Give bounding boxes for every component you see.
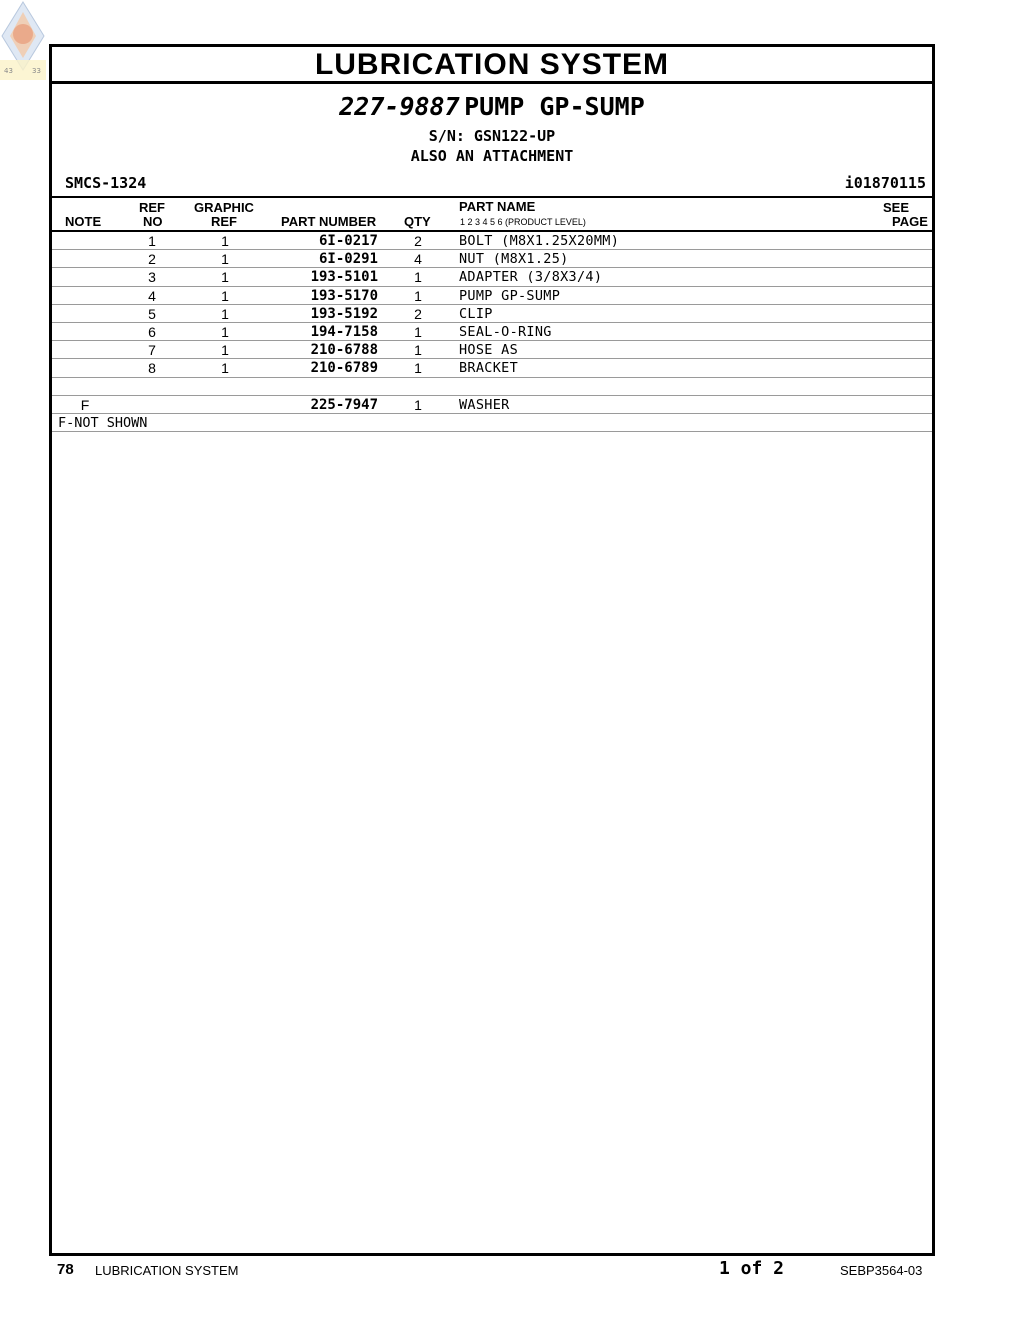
part-name-cell: CLIP bbox=[459, 305, 493, 322]
col-ref-top: REF bbox=[139, 200, 165, 215]
table-row bbox=[52, 378, 932, 396]
graphic-ref-cell: 1 bbox=[221, 287, 229, 304]
part-name-cell: ADAPTER (3/8X3/4) bbox=[459, 269, 603, 286]
part-name-cell: HOSE AS bbox=[459, 342, 518, 359]
col-see-bottom: PAGE bbox=[892, 214, 928, 229]
part-name-cell: PUMP GP-SUMP bbox=[459, 287, 561, 304]
ref-cell: 7 bbox=[148, 342, 156, 359]
ref-cell: 1 bbox=[148, 233, 156, 249]
part-number-cell: 6I-0217 bbox=[318, 233, 378, 249]
part-number-cell: 225-7947 bbox=[310, 396, 378, 413]
table-row bbox=[52, 305, 932, 323]
group-title bbox=[52, 92, 932, 126]
graphic-ref-cell: 1 bbox=[221, 251, 229, 268]
qty-cell: 2 bbox=[414, 305, 422, 322]
graphic-ref-cell: 1 bbox=[221, 342, 229, 359]
table-row bbox=[52, 268, 932, 286]
table-row bbox=[52, 232, 932, 250]
col-part-name: PART NAME bbox=[459, 199, 536, 214]
qty-cell: 1 bbox=[414, 360, 422, 377]
table-row bbox=[52, 396, 932, 414]
smcs-code: SMCS-1324 bbox=[65, 174, 147, 192]
ref-cell: 5 bbox=[148, 305, 156, 322]
part-number-cell: 194-7158 bbox=[310, 323, 378, 340]
graphic-ref-cell: 1 bbox=[221, 269, 229, 286]
qty-cell: 1 bbox=[414, 323, 422, 340]
graphic-ref-cell: 1 bbox=[221, 233, 229, 249]
col-product-level: 1 2 3 4 5 6 (PRODUCT LEVEL) bbox=[460, 217, 586, 227]
ref-cell: 2 bbox=[148, 251, 156, 268]
table-row bbox=[52, 323, 932, 341]
table-row bbox=[52, 250, 932, 268]
graphic-ref-cell: 1 bbox=[221, 360, 229, 377]
part-name-cell: BOLT (M8X1.25X20MM) bbox=[459, 233, 620, 249]
qty-cell: 1 bbox=[414, 342, 422, 359]
group-note: ALSO AN ATTACHMENT bbox=[410, 147, 574, 165]
graphic-ref-cell: 1 bbox=[221, 323, 229, 340]
serial-range: S/N: GSN122-UP bbox=[428, 127, 556, 145]
page-number: 78 bbox=[57, 1261, 74, 1278]
col-see-top: SEE bbox=[883, 200, 910, 215]
graphic-ref-cell: 1 bbox=[221, 305, 229, 322]
ref-cell: 3 bbox=[148, 269, 156, 286]
illustration-id: i01870115 bbox=[844, 174, 926, 192]
group-number: 227-9887 bbox=[339, 92, 460, 121]
logo-emblem-icon bbox=[0, 0, 46, 80]
qty-cell: 2 bbox=[414, 233, 422, 249]
publisher-logo bbox=[0, 0, 46, 80]
qty-cell: 1 bbox=[414, 396, 422, 413]
logo-right-number: 33 bbox=[32, 67, 41, 75]
qty-cell: 1 bbox=[414, 287, 422, 304]
footnote-text: F-NOT SHOWN bbox=[58, 414, 148, 431]
group-name: PUMP GP-SUMP bbox=[464, 92, 645, 121]
table-header bbox=[52, 196, 932, 232]
logo-left-number: 43 bbox=[4, 67, 13, 75]
part-number-cell: 193-5170 bbox=[310, 287, 378, 304]
group-header bbox=[52, 92, 932, 196]
col-ref-bottom: NO bbox=[143, 214, 163, 229]
ref-cell: 4 bbox=[148, 287, 156, 304]
part-name-cell: NUT (M8X1.25) bbox=[459, 251, 569, 268]
page-of-count: 1 of 2 bbox=[719, 1258, 785, 1279]
part-number-cell: 210-6789 bbox=[310, 360, 378, 377]
parts-page-frame bbox=[49, 44, 935, 1256]
part-number-cell: 6I-0291 bbox=[318, 251, 378, 268]
qty-cell: 4 bbox=[414, 251, 422, 268]
footer-section-title: LUBRICATION SYSTEM bbox=[95, 1263, 239, 1278]
qty-cell: 1 bbox=[414, 269, 422, 286]
part-number-cell: 193-5101 bbox=[310, 269, 378, 286]
ref-cell: 8 bbox=[148, 360, 156, 377]
col-part-number: PART NUMBER bbox=[281, 214, 377, 229]
col-graphic-top: GRAPHIC bbox=[194, 200, 254, 215]
section-title: LUBRICATION SYSTEM bbox=[52, 47, 932, 84]
part-number-cell: 193-5192 bbox=[310, 305, 378, 322]
part-name-cell: BRACKET bbox=[459, 360, 518, 377]
part-name-cell: WASHER bbox=[459, 396, 510, 413]
table-row bbox=[52, 341, 932, 359]
table-row bbox=[52, 287, 932, 305]
part-name-cell: SEAL-O-RING bbox=[459, 323, 552, 340]
note-cell: F bbox=[80, 396, 90, 413]
parts-table-body bbox=[52, 232, 932, 432]
col-note: NOTE bbox=[65, 214, 102, 229]
col-graphic-bottom: REF bbox=[211, 214, 237, 229]
col-qty: QTY bbox=[404, 214, 431, 229]
footnote-row bbox=[52, 414, 932, 432]
ref-cell: 6 bbox=[148, 323, 156, 340]
part-number-cell: 210-6788 bbox=[310, 342, 378, 359]
table-row bbox=[52, 359, 932, 377]
document-number: SEBP3564-03 bbox=[840, 1263, 923, 1278]
